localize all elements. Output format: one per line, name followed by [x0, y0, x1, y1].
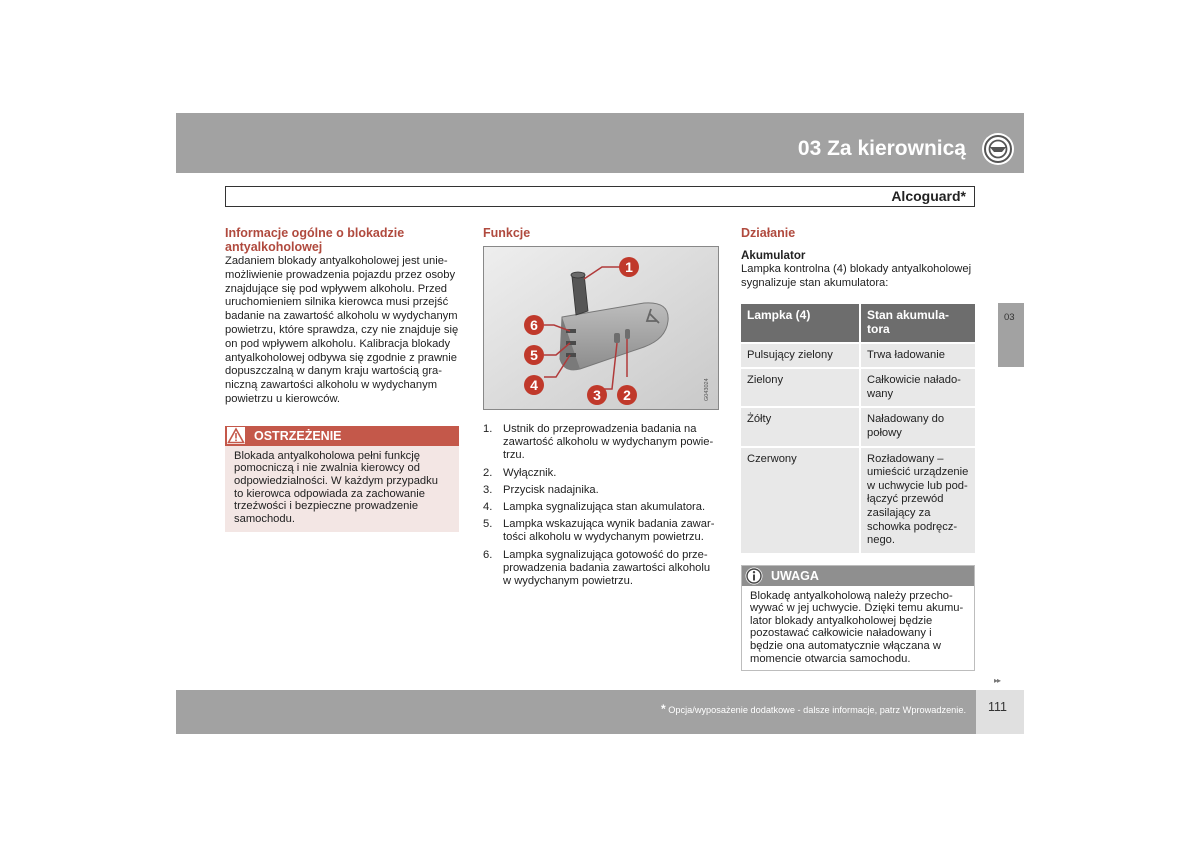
text-line: odpowiedzialności. W każdym przypadku [234, 474, 438, 487]
note-label: UWAGA [771, 568, 819, 583]
table-row: Czerwony Rozładowany – umieścić urządzenie w uchwycie lub pod- łączyć przewód zasilający za schowka podręcz- nego. [741, 448, 975, 553]
column-operation [741, 226, 975, 671]
footer-bar [176, 690, 976, 734]
table-header-row [741, 304, 975, 341]
svg-text:2: 2 [623, 387, 631, 403]
callout-3 [587, 385, 607, 405]
warning-text [225, 446, 459, 526]
battery-status-table [741, 302, 975, 554]
column-general-info [225, 226, 459, 532]
battery-subheading: Akumulator [741, 249, 806, 262]
callout-5 [524, 345, 544, 365]
text-line: uruchomieniem silnika kierowca musi przejść [225, 296, 449, 309]
text-line: pomocniczą i nie zwalnia kierowcy od [234, 462, 420, 475]
callout-4 [524, 375, 544, 395]
note-header [742, 566, 974, 586]
text-line: dopuszczalną w danym kraju wartością gra- [225, 365, 443, 378]
page-number: 111 [988, 700, 1008, 714]
callout-6 [524, 315, 544, 335]
chapter-side-tab [998, 303, 1024, 367]
continue-arrows-icon: ▸▸ [994, 676, 1001, 685]
text-line: Blokada antyalkoholowa pełni funkcję [234, 449, 420, 462]
callout-1 [619, 257, 639, 277]
general-info-text [225, 255, 459, 407]
chapter-header-bar [176, 113, 1024, 173]
alcoguard-device-figure [483, 246, 719, 410]
list-item: 5. Lampka wskazująca wynik badania zawar- tości alkoholu w wydychanym powietrzu. [483, 518, 715, 544]
alcoguard-device-illustration [484, 247, 718, 409]
general-info-heading: Informacje ogólne o blokadzie antyalkoholowej [225, 226, 405, 254]
column-functions [483, 226, 719, 592]
warning-header [225, 426, 459, 446]
list-item: 3. Przycisk nadajnika. [483, 483, 599, 496]
footnote: * Opcja/wyposażenie dodatkowe - dalsze informacje, patrz Wprowadzenie. [661, 702, 966, 716]
functions-list [483, 423, 719, 588]
text-line: samochodu. [234, 512, 295, 525]
callout-2 [617, 385, 637, 405]
text-line: niczną zawartości alkoholu w wydychanym [225, 379, 438, 392]
text-line: trzeźwości i bezpieczne prowadzenie [234, 500, 419, 513]
section-title-box [225, 186, 975, 207]
info-icon [745, 567, 763, 585]
svg-text:5: 5 [530, 347, 538, 363]
warning-triangle-icon [227, 427, 245, 444]
side-tab-label: 03 [1004, 312, 1015, 323]
battery-intro: Lampka kontrolna (4) blokady antyalkoholowej sygnalizuje stan akumulatora: [741, 262, 972, 289]
svg-text:4: 4 [530, 377, 538, 393]
list-item: 6. Lampka sygnalizująca gotowość do prze- prowadzenia badania zawartości alkoholu w wydychanym powietrzu. [483, 548, 711, 588]
warning-box [225, 426, 459, 533]
table-header-lamp: Lampka (4) [741, 304, 861, 341]
text-line: on pod wpływem alkoholu. Kalibracja blokady [225, 337, 451, 350]
list-item: 2. Wyłącznik. [483, 466, 557, 479]
page-number-box [976, 690, 1024, 734]
text-line: badanie na zawartość alkoholu w wydychanym [225, 310, 458, 323]
note-box [741, 565, 975, 672]
functions-heading: Funkcje [483, 226, 531, 240]
section-title: Alcoguard* [891, 188, 966, 204]
list-item: 1. Ustnik do przeprowadzenia badania na zawartość alkoholu w wydychanym powie- trzu. [483, 423, 714, 462]
text-line: to kierowca odpowiada za zachowanie [234, 487, 425, 500]
steering-wheel-icon [980, 131, 1016, 167]
text-line: antyalkoholowej odbywa się zgodnie z prawnie [225, 351, 457, 364]
figure-code: G043024 [704, 378, 710, 401]
text-line: powietrzu, które sprawdza, czy nie znajduje się [225, 323, 459, 336]
table-header-state: Stan akumula- tora [861, 304, 975, 341]
text-line: powietrzu u kierowców. [225, 392, 341, 405]
table-row: Zielony Całkowicie nałado- wany [741, 369, 975, 406]
list-item: 4. Lampka sygnalizująca stan akumulatora. [483, 501, 706, 514]
text-line: możliwienie prowadzenia pojazdu przez osoby [225, 268, 456, 281]
table-row: Pulsujący zielony Trwa ładowanie [741, 344, 975, 368]
svg-text:1: 1 [625, 259, 633, 275]
svg-text:3: 3 [593, 387, 601, 403]
chapter-title: 03 Za kierownicą [797, 137, 966, 160]
table-row: Żółty Naładowany do połowy [741, 408, 975, 445]
note-text: Blokadę antyalkoholową należy przecho- wywać w jej uchwycie. Dzięki temu akumu- lator blokady antyalkoholowej będzie pozostawać całkowicie naładowany i będzie ona automatycznie włączana w momencie otwarcia samochodu. [750, 589, 964, 665]
text-line: Zadaniem blokady antyalkoholowej jest unie- [225, 255, 448, 267]
operation-heading: Działanie [741, 226, 796, 240]
text-line: znajdujące się pod wpływem alkoholu. Przed [225, 282, 448, 295]
svg-text:6: 6 [530, 317, 538, 333]
warning-label: OSTRZEŻENIE [254, 428, 342, 443]
